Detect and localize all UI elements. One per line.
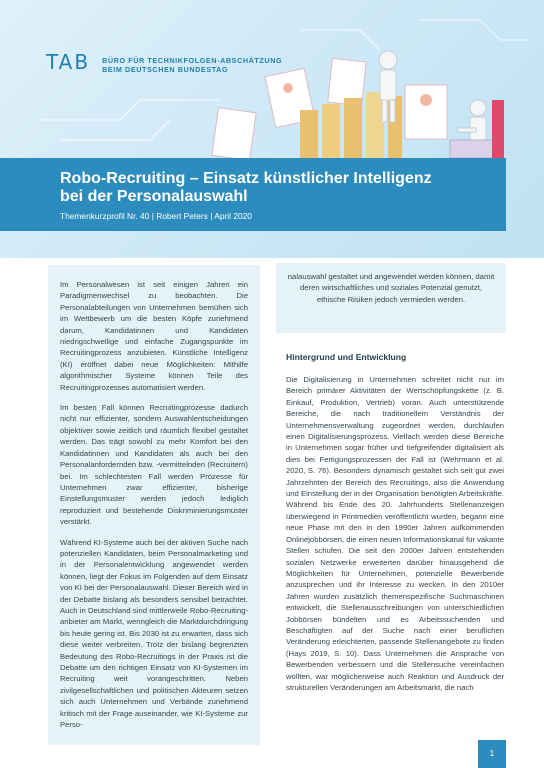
- organization-name-line1: BÜRO FÜR TECHNIKFOLGEN-ABSCHÄTZUNG: [102, 56, 283, 65]
- intro-continuation: nalauswahl gestaltet und angewendet werden können, damit deren wirtschaftliches und soziales Potenzial genutzt, ethische Risiken jedoch vermieden werden.: [276, 263, 506, 333]
- intro-paragraph-3: Während KI-Systeme auch bei der aktiven Suche nach potenziellen Kandidaten, beim Personalmarketing und in der Personalentwicklung angewendet werden können, liegt der Fokus im Folgenden auf dem Einsatz von KI bei der Personalauswahl. Dieser Bereich wird in der Debatte bislang als besonders sensibel betrachtet. Auch in Deutschland sind mittlerweile Robo-Recruiting-anbieter am Markt, wenngleich die Marktdurchdringung bis heute gering ist. Bis 2030 ist zu erwarten, dass sich diese weiter verbreiten. Trotz der bislang begrenzten Bedeutung des Robo-Recruitings in der Praxis ist die Debatte um den richtigen Einsatz von KI-Systemen im Recruiting weit vorangeschritten. Neben zivilgesellschaftlichen und politischen Akteuren setzen sich auch Unternehmen und Verbände zunehmend kritisch mit der Frage auseinander, wie KI-Systeme zur Perso-: [60, 537, 248, 730]
- tab-logo: [46, 50, 282, 74]
- organization-name: [102, 56, 282, 74]
- document-title-line1: Robo-Recruiting – Einsatz künstlicher Intelligenz: [60, 170, 432, 187]
- intro-column: [48, 265, 260, 745]
- organization-name-line2: BEIM DEUTSCHEN BUNDESTAG: [102, 65, 229, 74]
- intro-paragraph-2: Im besten Fall können Recruitingprozesse dadurch nicht nur effizienter, sondern Auswahlentscheidungen objektiver sowie zeitlich und räumlich flexibel gestaltet werden. Das trägt sowohl zu mehr Komfort bei den Kandidatinnen und Kandidaten als auch bei den Personalanfordernden bzw. -vermittelnden (Recruitern) bei. Im schlechtesten Fall werden Prozesse für Unternehmen zwar effizienter, bisherige Einstellungsmuster werden jedoch lediglich reproduziert und bestehende Diskriminierungsmuster verstärkt.: [60, 403, 248, 527]
- document-meta: Themenkurzprofil Nr. 40 | Robert Peters | April 2020: [60, 211, 252, 221]
- intro-paragraph-1: Im Personalwesen ist seit einigen Jahren ein Paradigmenwechsel zu beobachten. Die Personalabteilungen von Unternehmen bemühen sich im Wettbewerb um die besten Köpfe zunehmend darum, Kandidatinnen und Kandidaten niedrigschwellige und einfache Zugangspunkte im Recruitingprozess anzubieten. Künstliche Intelligenz (KI) eröffnet dabei neue Möglichkeiten: Mithilfe algorithmischer Systeme können Teile des Recruitingprozesses automatisiert werden.: [60, 280, 248, 392]
- logo-mark: TAB: [46, 50, 91, 74]
- document-title-line2: bei der Personalauswahl: [60, 188, 248, 205]
- section-heading: Hintergrund und Entwicklung: [286, 352, 407, 362]
- title-band: [38, 158, 506, 231]
- section-body: Die Digitalisierung in Unternehmen schreitet nicht nur im Bereich primärer Aktivitäten der Wertschöpfungskette (z. B. Einkauf, Produktion, Vertrieb) voran. Auch unterstützende Bereiche, die nach traditionellem Verständnis der Unternehmensverwaltung zugeordnet werden, durchlaufen einen Digitalisierungsprozess. Vielfach werden diese Bereiche in Unternehmen sogar früher und tiefgreifender digitalisiert als dies bei Fertigungsprozessen der Fall ist (Wehrmann et al. 2020, S. 76). Besonders dynamisch gestaltet sich seit gut zwei Jahrzehnten der Bereich des Recruitings, also die Anwendung und Einstellung der in der Organisation benötigten Arbeitskräfte. Während bis Ende des 20. Jahrhunderts Stellenanzeigen überwiegend in Printmedien veröffentlicht wurden, begann eine neue Phase mit den in den 1990er Jahren aufkommenden Onlinejobbörsen, die einen neuen Informationskanal für vakante Stellen schufen. Die seit den 2000er Jahren entstehenden sozialen Netzwerke erweiterten darüber hinausgehend die Möglichkeiten für Unternehmen, potenzielle Bewerbende anzusprechen und ihr Interesse zu wecken. In den 2010er Jahren wurden zusätzlich themenspezifische Suchmaschinen entwickelt, die Stellenausschreibungen von unterschiedlichen Jobbörsen bündelten und es Arbeitssuchenden und Beschäftigten auf der Suche nach einer beruflichen Veränderung erleichterten, passende Stellenangebote zu finden (Hays 2019, S. 10). Dass Unternehmen die Ansprache von Bewerbenden verbessern und die Stellensuche vereinfachen wollten, war möglicherweise auch Reaktion und Ausdruck der strukturellen Veränderungen am Arbeitsmarkt, die nach: [286, 375, 504, 692]
- document-title: [60, 170, 480, 206]
- page-number: 1: [478, 740, 506, 768]
